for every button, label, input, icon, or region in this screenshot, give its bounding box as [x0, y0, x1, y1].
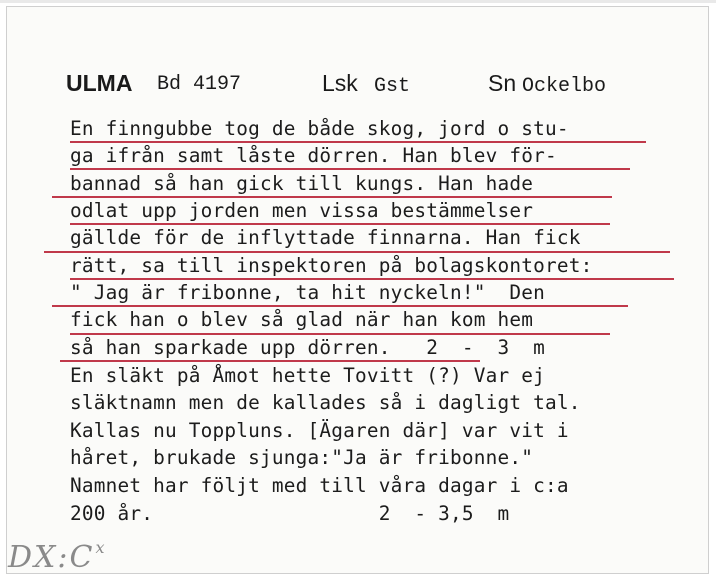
text-line-5: gällde för de inflyttade finnarna. Han fick	[70, 226, 581, 249]
underline-6	[70, 278, 674, 280]
text-line-2: ga ifrån samt låste dörren. Han blev för-	[70, 144, 557, 167]
underline-7	[52, 305, 628, 307]
underline-1	[70, 141, 646, 143]
underline-3	[52, 196, 612, 198]
text-line-8: fick han o blev så glad när han kom hem	[70, 308, 534, 331]
text-line-10: En släkt på Åmot hette Tovitt (?) Var ej	[70, 364, 545, 387]
text-line-9: så han sparkade upp dörren. 2 - 3 m	[70, 336, 545, 359]
text-line-6: rätt, sa till inspektoren på bolagskontoret:	[70, 254, 593, 277]
text-line-7: " Jag är fribonne, ta hit nyckeln!" Den	[70, 281, 545, 304]
handwritten-signature: $DX:C^x$	[8, 538, 107, 575]
underline-9	[60, 360, 480, 362]
lsk-label: Lsk	[322, 70, 358, 96]
underline-4	[70, 223, 610, 225]
underline-5	[44, 251, 670, 253]
text-line-12: Kallas nu Toppluns. [Ägaren där] var vit i	[70, 419, 569, 442]
text-line-3: bannad så han gick till kungs. Han hade	[70, 172, 534, 195]
text-line-13: håret, brukade sjunga:"Ja är fribonne."	[70, 446, 534, 469]
card-top-edge	[0, 0, 716, 3]
bd-number: Bd 4197	[157, 73, 242, 96]
text-line-15: 200 år. 2 - 3,5 m	[70, 502, 510, 525]
sn-value: Ockelbo	[522, 75, 607, 98]
underline-8	[70, 333, 610, 335]
text-line-4: odlat upp jorden men vissa bestämmelser	[70, 199, 534, 222]
underline-2	[70, 168, 630, 170]
text-line-14: Namnet har följt med till våra dagar i c:a	[70, 474, 569, 497]
text-line-11: släktnamn men de kallades så i dagligt tal.	[70, 391, 581, 414]
archive-code: ULMA	[66, 70, 133, 96]
lsk-value: Gst	[374, 75, 411, 98]
text-line-1: En finngubbe tog de både skog, jord o stu-	[70, 117, 569, 140]
sn-label: Sn	[488, 70, 517, 96]
